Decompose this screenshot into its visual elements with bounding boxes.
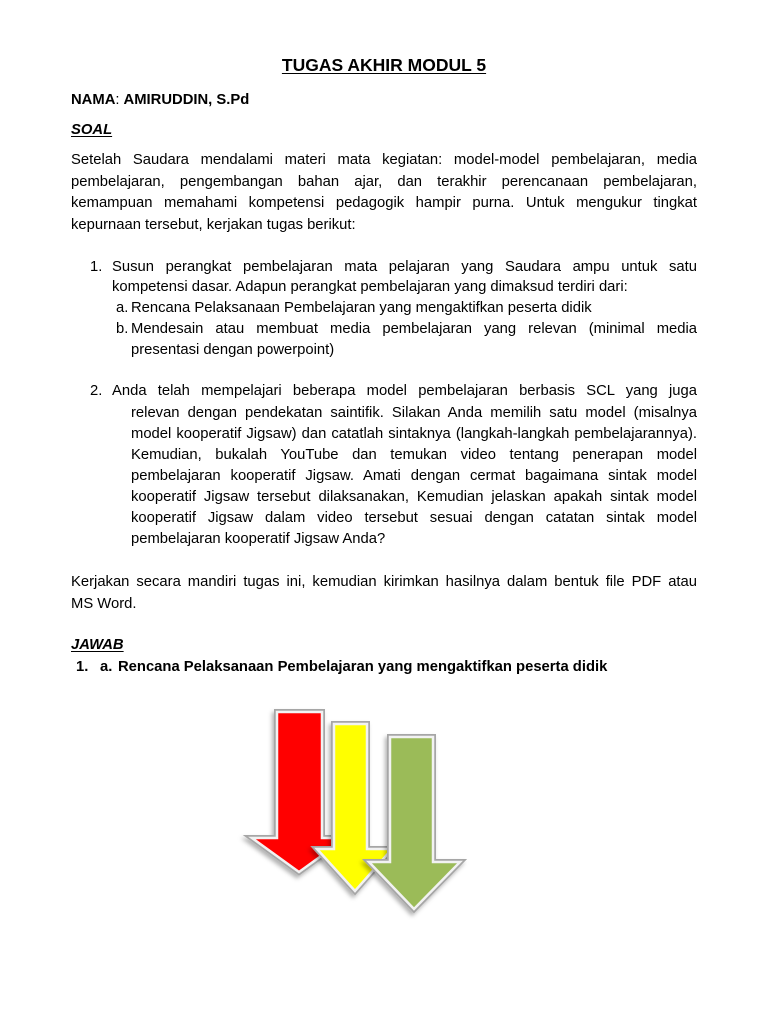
- task-number: 1.: [90, 258, 103, 275]
- paragraph-line: kepurnaan tersebut, kerjakan tugas berikut:: [71, 216, 356, 233]
- task-text-line: relevan dengan pendekatan saintifik. Silakan Anda memilih satu model (misalnya: [131, 404, 697, 421]
- author-label: NAMA: [71, 92, 116, 108]
- subitem-letter: b.: [116, 321, 129, 338]
- subitem-text-line: Rencana Pelaksanaan Pembelajaran yang mengaktifkan peserta didik: [131, 300, 592, 317]
- paragraph-line: Setelah Saudara mendalami materi mata kegiatan: model-model pembelajaran, media: [71, 152, 697, 168]
- jawab-heading: JAWAB: [71, 637, 124, 653]
- answer-letter: a.: [100, 659, 113, 675]
- subitem-letter: a.: [116, 300, 129, 317]
- task-number: 2.: [90, 383, 103, 400]
- task-text-line: Susun perangkat pembelajaran mata pelajaran yang Saudara ampu untuk satu: [112, 258, 697, 275]
- author-name: AMIRUDDIN, S.Pd: [123, 92, 250, 108]
- task-text-line: kompetensi dasar. Adapun perangkat pembelajaran yang dimaksud terdiri dari:: [112, 279, 628, 296]
- task-text-line: kooperatif Jigsaw dalam video tersebut sesuai dengan catatan sintak model: [131, 510, 697, 526]
- paragraph-line: MS Word.: [71, 596, 137, 612]
- task-text-line: kooperatif Jigsaw tersebut dilaksanakan, Kemudian jelaskan apakah sintak model: [131, 488, 697, 505]
- answer-text: Rencana Pelaksanaan Pembelajaran yang mengaktifkan peserta didik: [118, 659, 608, 675]
- paragraph-line: kemampuan memahami kompetensi pedagogik hampir purna. Untuk mengukur tingkat: [71, 195, 697, 212]
- green-arrow-body: [369, 737, 460, 909]
- task-text-line: Anda telah mempelajari beberapa model pembelajaran berbasis SCL yang juga: [112, 383, 697, 400]
- subitem-text-line: Mendesain atau membuat media pembelajaran yang relevan (minimal media: [131, 321, 697, 338]
- soal-heading: SOAL: [71, 122, 113, 138]
- paragraph-line: Kerjakan secara mandiri tugas ini, kemudian kirimkan hasilnya dalam bentuk file PDF atau: [71, 574, 697, 590]
- paragraph-line: pembelajaran, pengembangan bahan ajar, dan terakhir perencanaan pembelajaran,: [71, 173, 697, 190]
- green-down-arrow-icon: [369, 737, 460, 909]
- task-text-line: pembelajaran kooperatif Jigsaw Anda?: [131, 531, 386, 548]
- task-text-line: model kooperatif Jigsaw) dan catatlah sintaknya (langkah-langkah pembelajarannya).: [131, 425, 697, 442]
- author-separator: :: [115, 92, 120, 108]
- task-text-line: Kemudian, bukalah YouTube dan temukan video tentang penerapan model: [131, 446, 697, 463]
- task-text-line: pembelajaran kooperatif Jigsaw. Amati dengan cermat bagaimana sintak model: [131, 467, 697, 484]
- answer-number: 1.: [76, 659, 89, 675]
- page-title-text: TUGAS AKHIR MODUL 5: [281, 55, 487, 75]
- subitem-text-line: presentasi dengan powerpoint): [131, 342, 335, 359]
